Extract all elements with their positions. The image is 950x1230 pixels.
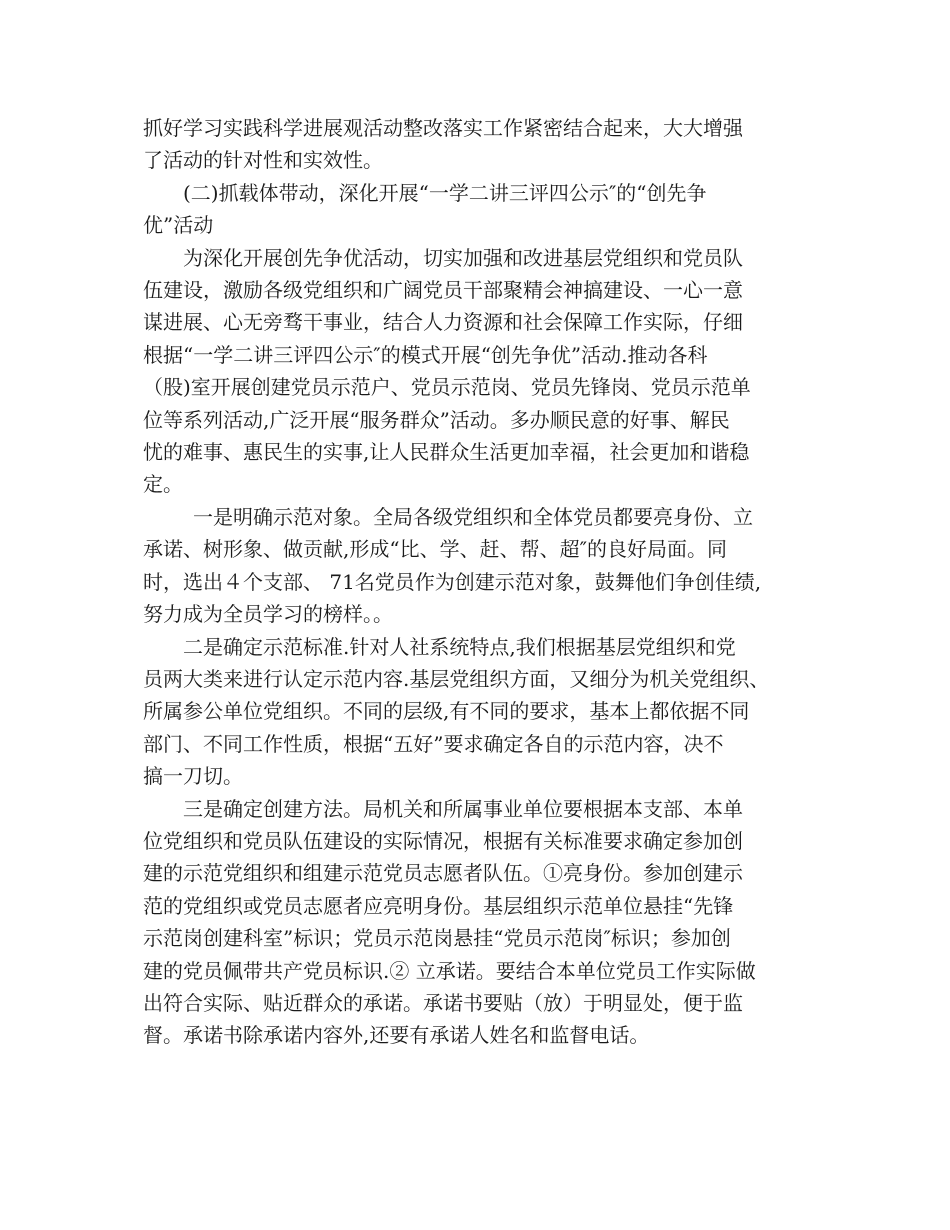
text-line: 示范岗创建科室”标识；党员示范岗悬挂“党员示范岗″标识；参加创 xyxy=(143,926,731,951)
text-line: 二是确定示范标准.针对人社系统特点,我们根据基层党组织和党 xyxy=(183,634,736,659)
text-line: 三是确定创建方法。局机关和所属事业单位要根据本支部、本单 xyxy=(183,796,743,821)
text-line: 一是明确示范对象。全局各级党组织和全体党员都要亮身份、立 xyxy=(193,504,753,529)
text-line: 出符合实际、贴近群众的承诺。承诺书要贴（放）于明显处，便于监 xyxy=(143,990,743,1015)
text-line: 督。承诺书除承诺内容外,还要有承诺人姓名和监督电话。 xyxy=(143,1023,650,1048)
text-line: 根据“一学二讲三评四公示″的模式开展“创先争优”活动.推动各科 xyxy=(143,342,708,367)
paragraph-6 xyxy=(143,793,813,1052)
text-line: 建的党员佩带共产党员标识.② 立承诺。要结合本单位党员工作实际做 xyxy=(143,958,756,983)
text-line: 为深化开展创先争优活动，切实加强和改进基层党组织和党员队 xyxy=(183,245,743,270)
paragraph-5 xyxy=(143,631,813,793)
text-line: 优”活动 xyxy=(143,213,214,238)
text-line: 部门、不同工作性质，根据“五好”要求确定各自的示范内容，决不 xyxy=(143,731,724,756)
text-line: 了活动的针对性和实效性。 xyxy=(143,148,383,173)
text-line: 员两大类来进行认定示范内容.基层党组织方面，又细分为机关党组织、 xyxy=(143,666,770,691)
text-line: 忧的难事、惠民生的实事,让人民群众生活更加幸福，社会更加和谐稳 xyxy=(143,440,750,465)
text-line: 范的党组织或党员志愿者应亮明身份。基层组织示范单位悬挂“先锋 xyxy=(143,893,734,918)
text-line: 谋进展、心无旁骛干事业，结合人力资源和社会保障工作实际，仔细 xyxy=(143,310,743,335)
paragraph-2-heading xyxy=(143,177,813,242)
text-line: 承诺、树形象、做贡献,形成“比、学、赶、帮、超″的良好局面。同 xyxy=(143,537,728,562)
text-line: 位等系列活动,广泛开展“服务群众”活动。多办顺民意的好事、解民 xyxy=(143,407,730,432)
text-line: 定。 xyxy=(143,472,183,497)
text-line: 努力成为全员学习的榜样。。 xyxy=(143,602,393,627)
text-line: （股)室开展创建党员示范户、党员示范岗、党员先锋岗、党员示范单 xyxy=(143,375,751,400)
paragraph-1 xyxy=(143,112,813,177)
text-line: 建的示范党组织和组建示范党员志愿者队伍。①亮身份。参加创建示 xyxy=(143,861,743,886)
text-line: 搞一刀切。 xyxy=(143,764,243,789)
text-line: 所属参公单位党组织。不同的层级,有不同的要求，基本上都依据不同 xyxy=(143,699,750,724)
text-line: 时，选出４个支部、 71名党员作为创建示范对象，鼓舞他们争创佳绩, xyxy=(143,569,762,594)
text-line: 位党组织和党员队伍建设的实际情况，根据有关标准要求确定参加创 xyxy=(143,828,743,853)
text-line: 抓好学习实践科学进展观活动整改落实工作紧密结合起来，大大增强 xyxy=(143,116,743,140)
document-body xyxy=(143,112,813,1052)
paragraph-4 xyxy=(143,501,813,631)
paragraph-3 xyxy=(143,242,813,501)
text-line: (二)抓载体带动，深化开展“一学二讲三评四公示″的“创先争 xyxy=(183,180,707,205)
text-line: 伍建设，激励各级党组织和广阔党员干部聚精会神搞建设、一心一意 xyxy=(143,278,743,303)
